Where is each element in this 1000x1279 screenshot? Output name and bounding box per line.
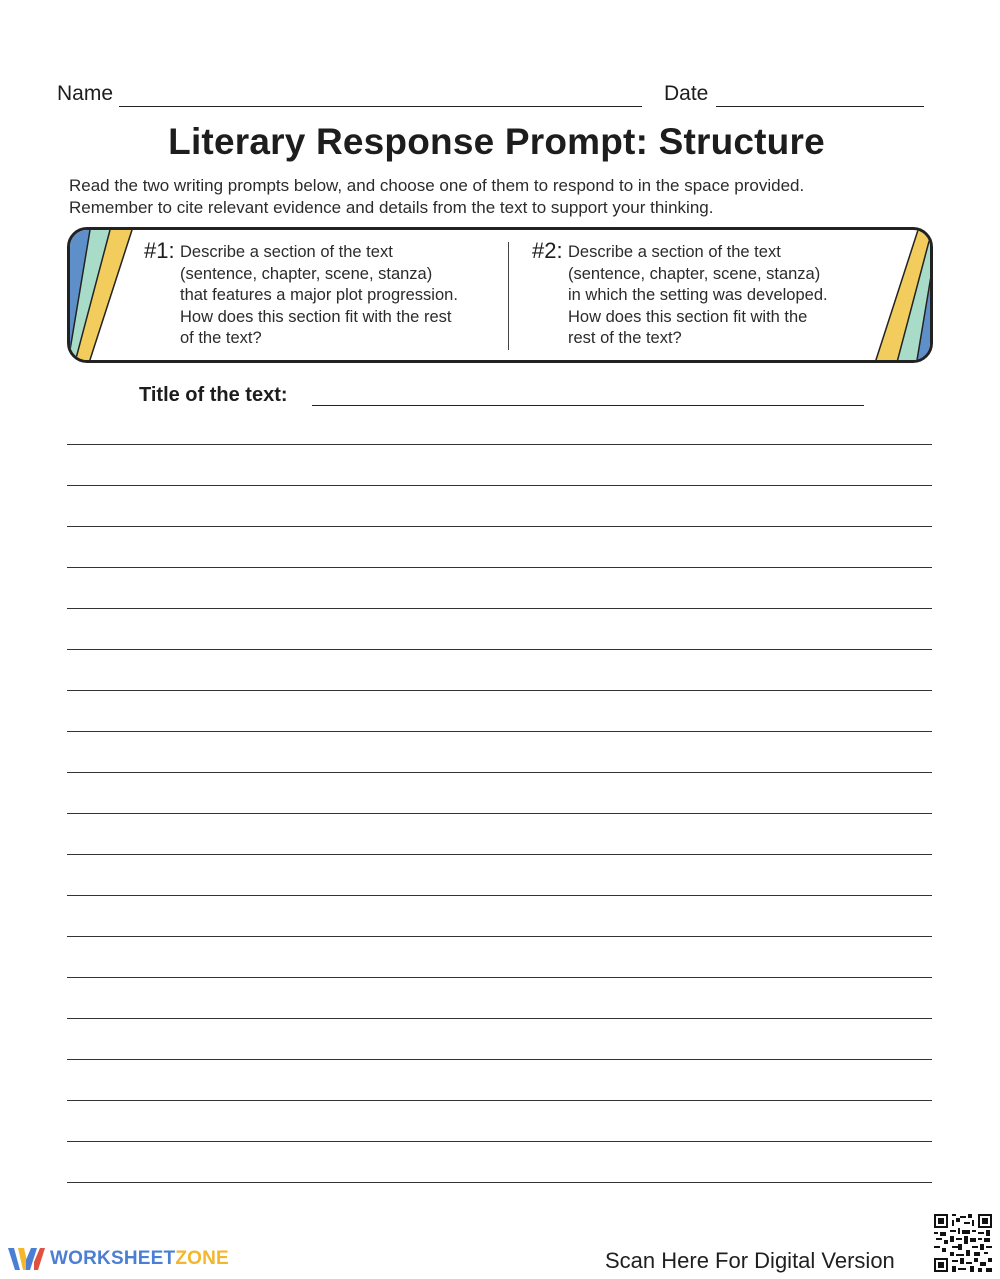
name-label: Name <box>57 82 114 105</box>
writing-line[interactable] <box>67 485 932 486</box>
prompt-number: #1: <box>144 238 175 263</box>
writing-line[interactable] <box>67 813 932 814</box>
prompt-box <box>67 227 933 363</box>
prompt-text <box>180 242 458 350</box>
writing-line[interactable] <box>67 895 932 896</box>
writing-line[interactable] <box>67 690 932 691</box>
writing-line[interactable] <box>67 526 932 527</box>
writing-line[interactable] <box>67 444 932 445</box>
prompt-number: #2: <box>532 238 563 263</box>
prompt-line: rest of the text? <box>568 329 682 347</box>
instructions-line: Read the two writing prompts below, and choose one of them to respond to in the space provided. <box>69 176 805 195</box>
writing-line[interactable] <box>67 1182 932 1183</box>
writing-line[interactable] <box>67 1018 932 1019</box>
writing-line[interactable] <box>67 567 932 568</box>
date-field[interactable] <box>716 106 924 107</box>
prompt-line: in which the setting was developed. <box>568 286 828 304</box>
writing-line[interactable] <box>67 1059 932 1060</box>
writing-line[interactable] <box>67 936 932 937</box>
prompt-line: that features a major plot progression. <box>180 286 458 304</box>
qr-code-icon[interactable] <box>934 1214 992 1272</box>
logo-word-zone: ZONE <box>175 1248 229 1269</box>
prompt-line: How does this section fit with the rest <box>180 307 452 326</box>
prompt-line: (sentence, chapter, scene, stanza) <box>180 264 433 283</box>
prompt-divider <box>508 242 509 350</box>
instructions <box>69 175 949 218</box>
writing-line[interactable] <box>67 854 932 855</box>
writing-line[interactable] <box>67 1141 932 1142</box>
title-of-text-field[interactable] <box>312 405 864 406</box>
name-field[interactable] <box>119 106 642 107</box>
header-row <box>57 82 927 110</box>
prompt-line: How does this section fit with the <box>568 307 808 326</box>
page-title: Literary Response Prompt: Structure <box>168 121 825 162</box>
prompt-line: of the text? <box>180 329 262 347</box>
worksheet-zone-logo-icon <box>8 1246 46 1272</box>
scan-text: Scan Here For Digital Version <box>605 1248 895 1273</box>
prompt-line: (sentence, chapter, scene, stanza) <box>568 264 821 283</box>
logo-word-worksheet: WORKSHEET <box>50 1248 176 1269</box>
instructions-line: Remember to cite relevant evidence and details from the text to support your thinking. <box>69 197 714 217</box>
date-label: Date <box>664 82 709 105</box>
writing-line[interactable] <box>67 977 932 978</box>
writing-line[interactable] <box>67 1100 932 1101</box>
logo-text <box>50 1248 229 1270</box>
title-of-text-label: Title of the text: <box>139 384 288 406</box>
footer-logo <box>8 1246 229 1272</box>
writing-line[interactable] <box>67 649 932 650</box>
writing-line[interactable] <box>67 731 932 732</box>
prompt-line: Describe a section of the text <box>568 243 781 261</box>
writing-line[interactable] <box>67 608 932 609</box>
writing-line[interactable] <box>67 772 932 773</box>
prompt-line: Describe a section of the text <box>180 243 393 261</box>
prompt-text <box>568 242 828 350</box>
